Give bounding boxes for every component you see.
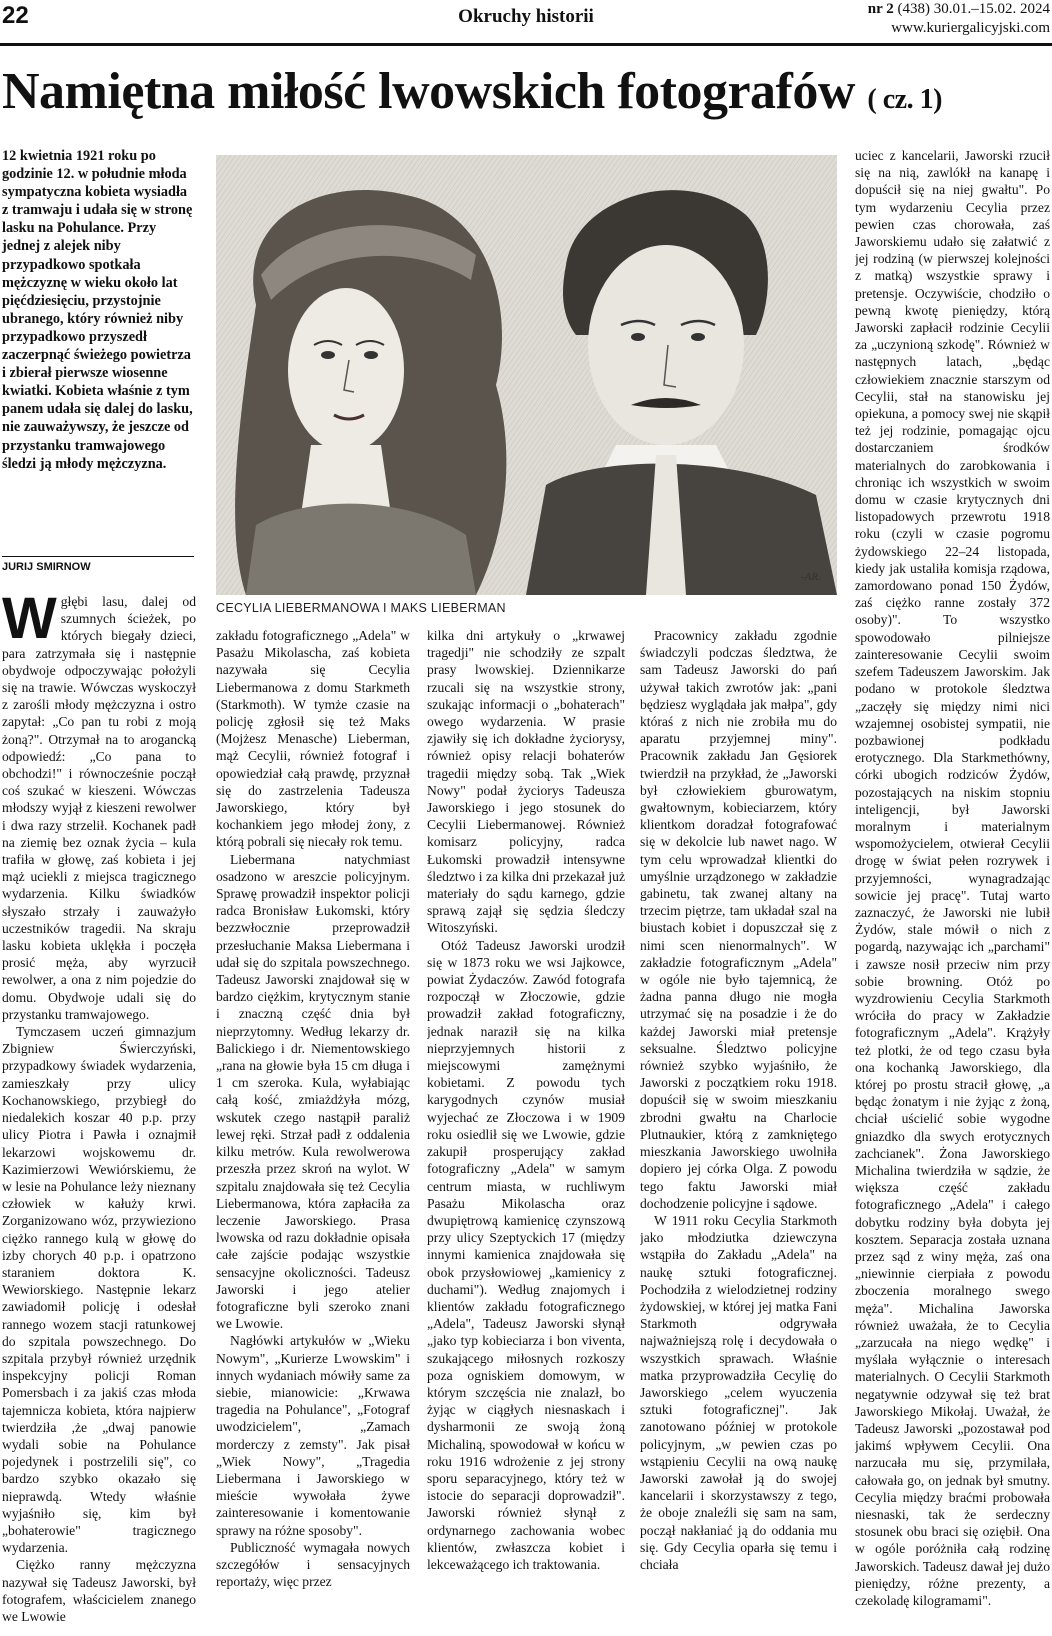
website-link[interactable]: www.kuriergalicyjski.com bbox=[891, 20, 1050, 36]
section-title: Okruchy historii bbox=[458, 6, 594, 27]
paragraph: Nagłówki artykułów w „Wieku Nowym", „Kurierze Lwowskim" i innych wydaniach mówiły same za siebie, mianowicie: „Krwawa tragedia na Pohulance", „Fotograf uwodzicielem", „Zamach morderczy z zemsty". Jak pisał „Wiek Nowy", „Tragedia Liebermana i Jaworskiego w mieście wywołała żywe zainteresowanie i komentowanie sprawy na różne sposoby". bbox=[216, 1333, 410, 1538]
paragraph: Pracownicy zakładu zgodnie świadczyli podczas śledztwa, że sam Tadeusz Jaworski do pań używał takich zwrotów jak: „pani będziesz wyglądała jak małpa", gdy któraś z nich nie zrobiła mu do aparatu przyjemnej miny". Pracownik zakładu Jan Gęsiorek twierdził na przykład, że „Jaworski był człowiekiem gburowatym, gwałtownym, kobieciarzem, który klientkom doradzał fotografować się w dekolcie lub nawet nago. W tym celu wprowadzał klientki do umyślnie urządzonego w zakładzie gabinetu, tak zwanej altany na trzecim piętrze, tam układał szal na biustach kobiet i dopuszczał się z nimi scen nienormalnych". W zakładzie fotograficznym „Adela" w ogóle nie było tajemnicą, że żadna panna długo nie mogła utrzymać się na posadzie i że do każdej Jaworski miał pretensje seksualne. Śledztwo policyjne również szybko wyjaśniło, że Jaworski z początkiem roku 1918. dopuścił się w swoim mieszkaniu zbrodni gwałtu na Charlocie Plutnaukier, którą z zamkniętego mieszkania Jaworskiego uwolniła dopiero jej córka Olga. Z powodu tego faktu Jaworski miał dochodzenie policyjne i sądowe. bbox=[640, 628, 837, 1211]
artist-signature: -AR. bbox=[801, 571, 821, 583]
portrait-illustration bbox=[216, 155, 837, 595]
paragraph: Wgłębi lasu, dalej od szumnych ścieżek, po których biegały dzieci, para zatrzymała się i następnie obydwoje odpoczywając położyli się na trawie. Wówczas wyskoczył z zarośli młody mężczyzna i ostro zapytał: „Co pan tu robi z moją żoną?". Otrzymał na to arogancką odpowiedź: „Co pana to obchodzi!" i równocześnie począł coś szukać w kieszeni. Wówczas młodszy wyjął z kieszeni rewolwer i dwa razy strzelił. Kochanek padł na ziemię bez oznak życia – kula trafiła w głowę, zaś kobieta i jej mąż uciekli z miejsca tragicznego wydarzenia. Kilku świadków słyszało strzały i zauważyło uczestników tragedii. Na skraju lasku kobieta uklękła i poczęła prosić męża, aby wyrzucił rewolwer, a ona z nim pojedzie do domu. Obydwoje udali się do przystanku tramwajowego. bbox=[2, 593, 196, 1022]
paragraph: Otóż Tadeusz Jaworski urodził się w 1873 roku we wsi Jajkowce, powiat Żydaczów. Zawód fotografa rozpoczął w Złoczowie, gdzie prowadził zakład fotograficzny, jednak naraził się na kilka nieprzyjemnych historii z miejscowymi zamężnymi kobietami. Z powodu tych karygodnych czynów musiał wyjechać ze Złoczowa i w 1909 roku osiedlił się we Lwowie, gdzie zakupił prosperujący zakład fotograficzny „Adela" w samym centrum miasta, w ruchliwym Pasażu Mikolascha oraz dwupiętrową kamienicę czynszową przy ulicy Szeptyckich 17 (między innymi kamienica znajdowała się obok przysłowiowej „kamienicy z duchami"). Według znajomych i klientów zakładu fotograficznego „Adela", Tadeusz Jaworski słynął „jako typ kobieciarza i bon viventa, szukającego miłosnych rozkoszy poza ogniskiem domowym, w którym szczęścia nie znalazł, bo żyjąc w ciągłych niesnaskach i dysharmonii ze swoją żoną Michaliną, spowodował w końcu w roku 1916 wdrożenie z jej strony sporu separacyjnego, który też w istocie do separacji doprowadził". Jaworski również słynął z ordynarnego zachowania wobec klientów, zwłaszcza kobiet i lekceważącego ich traktowania. bbox=[427, 937, 625, 1572]
issue-number: nr 2 bbox=[867, 1, 894, 17]
issue-dates: (438) 30.01.–15.02. 2024 bbox=[893, 1, 1050, 17]
drop-cap: W bbox=[2, 593, 57, 651]
paragraph: zakładu fotograficznego „Adela" w Pasażu Mikolascha, zaś kobieta nazywała się Cecylia Liebermanowa z domu Starkmeth (Starkmoth). W tymże czasie na policję zgłosił się też Maks (Mojżesz Menasche) Lieberman, mąż Cecylii, również fotograf i opowiedział całą prawdę, przyznał się do zastrzelenia Tadeusza Jaworskiego, który był kochankiem jego młodej żony, z którą pobrali się niecały rok temu. bbox=[216, 628, 410, 850]
article-lead: 12 kwietnia 1921 roku po godzinie 12. w południe młoda sympatyczna kobieta wysiadła z tramwaju i udała się w stronę lasku na Pohulance. Przy jednej z alejek niby przypadkowo spotkała mężczyznę w wieku około lat pięćdziesięciu, przystojnie ubranego, który również niby przypadkowo przyszedł zaczerpnąć świeżego powietrza i zbierał pierwsze wiosenne kwiatki. Kobieta właśnie z tym panem udała się dalej do lasku, nie zauważywszy, że jeszcze od przystanku tramwajowego śledzi ją młody mężczyzna. bbox=[2, 148, 193, 472]
paragraph: Tymczasem uczeń gimnazjum Zbigniew Świerczyński, przypadkowy świadek wydarzenia, zamieszkały przy ulicy Kochanowskiego, przybiegł do niedalekich koszar 40 p.p. przy ulicy Piotra i Pawła i oznajmił lekarzowi wojskowemu dr. Kazimierzowi Wewiórskiemu, że w lesie na Pohulance leży nieznany człowiek w kałuży krwi. Zorganizowano wóz, przywieziono ciężko rannego kulą w głowę do izby chorych 40 p.p. i opatrzono staraniem doktora K. Wewiorskiego. Następnie lekarz zawiadomił policję i odesłał rannego wozem stacji ratunkowej do szpitala powszechnego. Do szpitala przybył również urzędnik inspekcyjny policji Roman Pomersbach i za jakiś czas młoda tajemnicza kobieta, która najpierw twierdziła ,że „dwaj panowie wydali sobie na Pohulance pojedynek i postrzelili się", co bardzo szybko okazało się nieprawdą. Wtedy właśnie wyjaśniło się, kim był „bohaterowie" tragicznego wydarzenia. bbox=[2, 1024, 196, 1556]
page-header bbox=[0, 0, 1052, 46]
article-column-5 bbox=[855, 147, 1050, 1636]
article-column-1 bbox=[2, 593, 196, 1636]
page-number: 22 bbox=[2, 2, 29, 29]
article-column-3 bbox=[427, 627, 625, 1636]
article-title bbox=[2, 62, 1052, 121]
header-rule bbox=[0, 43, 1052, 46]
paragraph: Publiczność wymagała nowych szczegółów i sensacyjnych reportaży, więc przez bbox=[216, 1539, 410, 1590]
article-part: ( cz. 1) bbox=[867, 84, 942, 115]
paragraph: kilka dni artykuły o „krwawej tragedji" nie schodziły ze szpalt prasy lwowskiej. Dziennikarze rzucali się na wszystkie strony, szukając informacji o „bohaterach" owego wydarzenia. W prasie zjawiły się ich dokładne życiorysy, również opisy relacji bohaterów tragedii między sobą. Tak „Wiek Nowy" podał życiorys Tadeusza Jaworskiego i jego stosunek do Cecylii Liebermanowej. Również komisarz policyjny, radca Łukomski prowadził intensywne śledztwo i za kilka dni przekazał już materiały do sądu karnego, gdzie sprawą zajął się sędzia śledczy Witoszyński. bbox=[427, 628, 625, 936]
article-column-4 bbox=[640, 627, 837, 1636]
article-column-2 bbox=[216, 627, 410, 1636]
article-title-text: Namiętna miłość lwowskich fotografów bbox=[2, 63, 855, 120]
paragraph: Liebermana natychmiast osadzono w areszcie policyjnym. Sprawę prowadził inspektor policji radca Bronisław Łukomski, który bezzwłocznie przeprowadził przesłuchanie Maksa Liebermana i udał się do szpitala powszechnego. Tadeusz Jaworski znajdował się w bardzo ciężkim, krytycznym stanie i znaczną część dnia był nieprzytomny. Według lekarzy dr. Balickiego i dr. Niementowskiego „rana na głowie była 15 cm długa i 1 cm szeroka. Kula, wyłabiając całą kość, zmiażdżyła mózg, wskutek czego nastąpił paraliż lewej ręki. Strzał padł z oddalenia kilku metrów. Kula rewolwerowa przeszła przez skroń na wylot. W szpitalu znajdowała się też Cecylia Liebermanowa, która zapłaciła za leczenie Jaworskiego. Prasa lwowska od razu dokładnie opisała całe zajście podając wszystkie sensacyjne okoliczności. Tadeusz Jaworski i jego atelier fotograficzne byli szeroko znani we Lwowie. bbox=[216, 851, 410, 1332]
paragraph: W 1911 roku Cecylia Starkmoth jako młodziutka dziewczyna wstąpiła do Zakładu „Adela" na naukę sztuki fotograficznej. Pochodziła z wielodzietnej rodziny żydowskiej, w której jej matka Fani Starkmoth odgrywała najważniejszą rolę i decydowała o wszystkich sprawach. Właśnie matka przyprowadziła Cecylię do Jaworskiego „celem wyuczenia sztuki fotograficznej". Jak zanotowano później w protokole policyjnym, „w pewien czas po wstąpieniu Cecylii na ową naukę Jaworski zawołał ją do swojej kancelarii i skorzystawszy z tego, że oboje znaleźli się sam na sam, począł nakłaniać ją do oddania mu się. Gdy Cecylia oparła się temu i chciała bbox=[640, 1212, 837, 1572]
author-divider bbox=[2, 556, 194, 557]
paragraph: uciec z kancelarii, Jaworski rzucił się na nią, zawlókł na kanapę i dopuścił się na niej gwałtu". Po tym wydarzeniu Cecylia przez pewien czas chorowała, zaś Jaworskiemu udało się załatwić z jej rodziną (w pierwszej kolejności z matką) wszystkie sprawy i pretensje. Oczywiście, chodziło o pewną kwotę pieniędzy, którą Jaworski zapłacił rodzinie Cecylii za „uczynioną szkodę". Również w następnych latach, „będąc człowiekiem znacznie starszym od Cecylii, stał na stanowisku jej opiekuna, a pomocy swej nie skąpił też jej rodzinie, pomagając ojcu dostarczaniem środków materialnych do zarobkowania i chroniąc ich wszystkich w swoim domu w czasie krytycznych dni listopadowych przewrotu 1918 roku (czyli w czasie pogromu żydowskiego 22–24 listopada, kiedy jak ustaliła komisja rządowa, zamordowano ponad 150 Żydów, zaś ciężko ranne zostały 372 osoby)". To wszystko spowodowało pilniejsze zainteresowanie Cecylii swoim szefem Tadeuszem Jaworskim. Jak podano w protokole śledztwa „zaczęły się między nimi nici wzajemnej osobistej sympatii, nie pozbawionej podkładu erotycznego. Dla Starkmethówny, córki ubogich rodziców Żydów, pozostających na niskim stopniu inteligencji, był Jaworski moralnym i materialnym wspomożycielem, otwierał Cecylii drogę w świat pełen rozrywek i przyjemności, wynagradzając sowicie jej pracę". Tutaj warto zaznaczyć, że Jaworski nie lubił Żydów, stale mówił o nich z pogardą, nazywając ich „parchami" i zawsze nosił przeciw nim przy sobie browning. Otóż po wyzdrowieniu Cecylia Starkmoth wróciła do pracy w Zakładzie fotograficznym „Adela". Krążyły też plotki, że od tego czasu była ona kochanką Jaworskiego, dla której po prostu stracił głowę, „a będąc żonatym i nie żyjąc z żoną, chciał uścielić sobie wygodne gniazdko dla swych erotycznych zachcianek". Żona Jaworskiego Michalina twierdziła w sądzie, że większa część zakładu fotograficznego „Adela" i całego dobytku rodziny była dobyta jej kosztem. Separacja została uznana przez sąd z winy męża, zaś ona „niewinnie cierpiała z powodu zboczenia moralnego swego męża". Michalina Jaworska również uważała, że to Cecylia „zarzucała na niego wędkę" i myślała wyłącznie o interesach materialnych. O Cecylii Starkmoth negatywnie odzywał się też brat Jaworskiego Mikołaj. Uważał, że Tadeusz Jaworski „pozostawał pod jakimś wpływem Cecylii. Ona narzucała mu się, przymilała, całowała go, on jednak był smutny. Cecylia między braćmi probowała niesnaski, tak że serdeczny stosunek obu braci się oziębił. Ona w ogóle poróżniła całą rodzinę Jaworskich. Tadeusz dawał jej dużo pieniędzy, różne prezenty, a czekoladę kilogramami". bbox=[855, 148, 1050, 1609]
paragraph: Ciężko ranny mężczyzna nazywał się Tadeusz Jaworski, był fotografem, właścicielem znanego we Lwowie bbox=[2, 1557, 196, 1624]
article-photo bbox=[216, 155, 837, 595]
photo-caption: CECYLIA LIEBERMANOWA I MAKS LIEBERMAN bbox=[216, 601, 506, 615]
issue-info bbox=[868, 0, 1050, 38]
author-name: JURIJ SMIRNOW bbox=[2, 561, 91, 573]
